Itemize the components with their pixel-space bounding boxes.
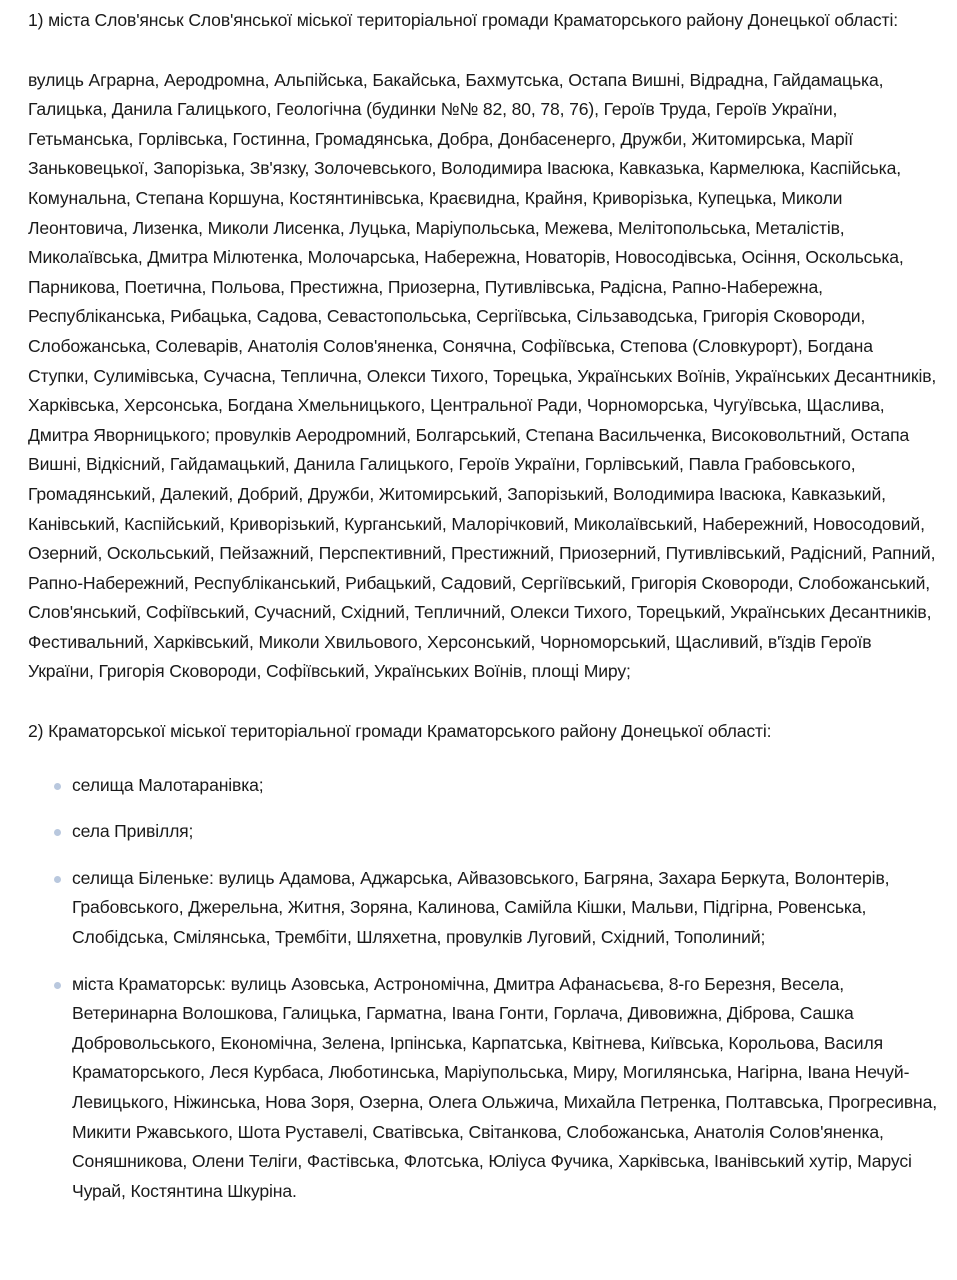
list-item-text: селища Біленьке: вулиць Адамова, Аджарська, Айвазовського, Багряна, Захара Беркута, Волонтерів, Грабовського, Джерельна, Житня, Зоряна, Калинова, Самійла Кішки, Мальви, Підгірна, Ровенська, Слобідська, Смілянська, Трембіти, Шляхетна, провулків Луговий, Східний, Тополиний;: [72, 867, 890, 948]
bullet-dot-icon: [54, 982, 61, 989]
section-1-street-list: вулиць Аграрна, Аеродромна, Альпійська, Бакайська, Бахмутська, Остапа Вишні, Відрадна, Гайдамацька, Галицька, Данила Галицького, Геологічна (будинки №№ 82, 80, 78, 76), Героїв Труда, Героїв України, Гетьманська, Горлівська, Гостинна, Громадянська, Добра, Донбасенерго, Дружби, Житомирська, Марії Заньковецької, Запорізька, Зв'язку, Золочевського, Володимира Івасюка, Кавказька, Кармелюка, Каспійська, Комунальна, Степана Коршуна, Костянтинівська, Краєвидна, Крайня, Криворізька, Купецька, Миколи Леонтовича, Лизенка, Миколи Лисенка, Луцька, Маріупольська, Межева, Мелітопольська, Металістів, Миколаївська, Дмитра Мілютенка, Молочарська, Набережна, Новаторів, Новосодівська, Осіння, Оскольська, Парникова, Поетична, Польова, Престижна, Приозерна, Путивлівська, Радісна, Рапно-Набережна, Республіканська, Рибацька, Садова, Севастопольська, Сергіївська, Сільзаводська, Григорія Сковороди, Слобожанська, Солеварів, Анатолія Солов'яненка, Сонячна, Софіївська, Степова (Словкурорт), Богдана Ступки, Сулимівська, Сучасна, Теплична, Олекси Тихого, Торецька, Українських Воїнів, Українських Десантників, Харківська, Херсонська, Богдана Хмельницького, Центральної Ради, Чорноморська, Чугуївська, Щаслива, Дмитра Яворницького; провулків Аеродромний, Болгарський, Степана Васильченка, Високовольтний, Остапа Вишні, Відкісний, Гайдамацький, Данила Галицького, Героїв України, Горлівський, Павла Грабовського, Громадянський, Далекий, Добрий, Дружби, Житомирський, Запорізький, Володимира Івасюка, Кавказький, Канівський, Каспійський, Криворізький, Курганський, Малорічковий, Миколаївський, Набережний, Новосодовий, Озерний, Оскольський, Пейзажний, Перспективний, Престижний, Приозерний, Путивлівський, Радісний, Рапний, Рапно-Набережний, Республіканський, Рибацький, Садовий, Сергіївський, Григорія Сковороди, Слобожанський, Слов'янський, Софіївський, Сучасний, Східний, Тепличний, Олекси Тихого, Торецький, Українських Десантників, Фестивальний, Харківський, Миколи Хвильового, Херсонський, Чорноморський, Щасливий, в'їздів Героїв України, Григорія Сковороди, Софіївський, Українських Воїнів, площі Миру;: [28, 69, 937, 682]
list-item: [28, 864, 937, 953]
section-kramatorsk: [28, 717, 937, 1206]
list-item: [28, 771, 937, 801]
bullet-dot-icon: [54, 876, 61, 883]
list-item: [28, 817, 937, 847]
list-item-text: міста Краматорськ: вулиць Азовська, Астрономічна, Дмитра Афанасьєва, 8-го Березня, Весела, Ветеринарна Волошкова, Галицька, Гарматна, Івана Гонти, Горлача, Дивовижна, Діброва, Сашка Добровольського, Економічна, Зелена, Ірпінська, Карпатська, Квітнева, Київська, Корольова, Василя Краматорського, Леся Курбаса, Люботинська, Маріупольська, Миру, Могилянська, Нагірна, Івана Нечуй-Левицького, Ніжинська, Нова Зоря, Озерна, Олега Ольжича, Михайла Петренка, Полтавська, Прогресивна, Микити Ржавського, Шота Руставелі, Сватівська, Світанкова, Слобожанська, Анатолія Солов'яненка, Соняшникова, Олени Теліги, Фастівська, Флотська, Юліуса Фучика, Харківська, Іванівський хутір, Марусі Чурай, Костянтина Шкуріна.: [72, 973, 937, 1201]
list-item: [28, 970, 937, 1207]
section-1-heading: 1) міста Слов'янськ Слов'янської міської територіальної громади Краматорського району Донецької області:: [28, 10, 898, 30]
list-item-text: селища Малотаранівка;: [72, 774, 264, 795]
bullet-dot-icon: [54, 783, 61, 790]
settlement-list: [28, 771, 937, 1207]
section-2-heading: 2) Краматорської міської територіальної громади Краматорського району Донецької області:: [28, 721, 772, 742]
section-slovyansk: [28, 6, 937, 687]
bullet-dot-icon: [54, 829, 61, 836]
list-item-text: села Привілля;: [72, 821, 194, 842]
